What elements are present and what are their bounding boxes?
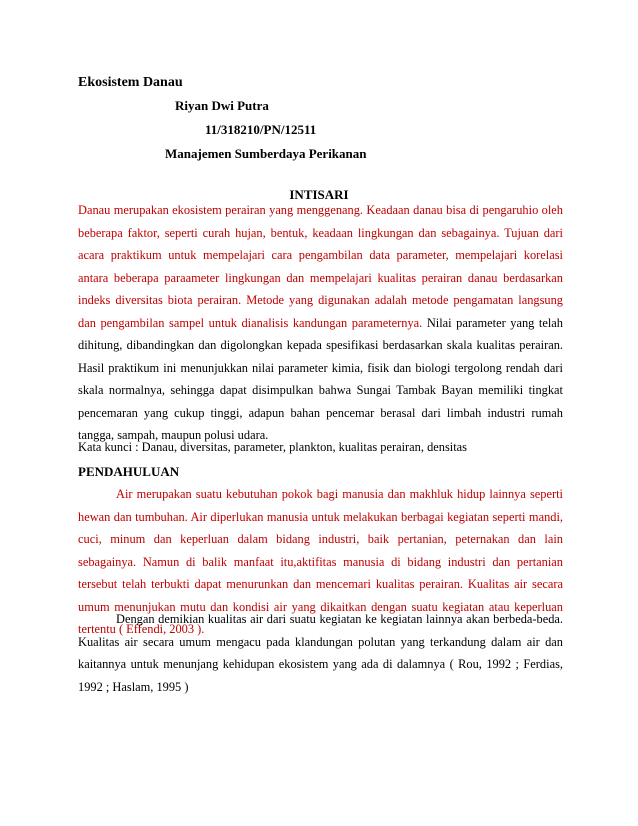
author-name: Riyan Dwi Putra	[175, 98, 269, 113]
abstract-heading: INTISARI	[289, 187, 349, 202]
department-name: Manajemen Sumberdaya Perikanan	[165, 146, 367, 161]
document-title: Ekosistem Danau	[78, 75, 183, 90]
abstract-black-text: Nilai parameter yang telah dihitung, dibandingkan dan digolongkan kepada spesifikasi berdasarkan skala kualitas perairan. Hasil praktikum ini menunjukkan nilai parameter kimia, fisik dan biologi tergolong rendah dari skala normalnya, sehingga dapat disimpulkan bahwa Sungai Tambak Bayan memiliki tingkat pencemaran yang cukup tinggi, adapun bahan pencemar berasal dari limbah industri rumah tangga, sampah, maupun polusi udara.	[78, 315, 564, 442]
section-heading: PENDAHULUAN	[78, 464, 180, 479]
intro-paragraph-1: Air merupakan suatu kebutuhan pokok bagi manusia dan makhluk hidup lainnya seperti hewan dan tumbuhan. Air diperlukan manusia untuk melakukan berbagai kegiatan seperti mandi, cuci, minum dan keperluan dalam bidang industri, baik pertanian, peternakan dan lain sebagainya. Namun di balik manfaat itu,aktifitas manusia di bidang industri dan pertanian tersebut telah terbukti dapat menurunkan dan mencemari kualitas perairan. Kualitas air secara umum menunjukan mutu dan kondisi air yang dikaitkan dengan suatu kegiatan atau keperluan tertentu ( Effendi, 2003 ).	[78, 487, 563, 636]
intro-paragraph-2: Dengan demikian kualitas air dari suatu kegiatan ke kegiatan lainnya akan berbeda-beda. Kualitas air secara umum mengacu pada klandungan polutan yang terkandung dalam air dan kaitannya untuk menunjang kehidupan ekosistem yang ada di dalamnya ( Rou, 1992 ; Ferdias, 1992 ; Haslam, 1995 )	[78, 612, 563, 694]
keywords-line: Kata kunci : Danau, diversitas, parameter, plankton, kualitas perairan, densitas	[78, 440, 467, 454]
student-id: 11/318210/PN/12511	[205, 122, 317, 137]
abstract-paragraph	[78, 199, 563, 447]
abstract-red-text: Danau merupakan ekosistem perairan yang menggenang. Keadaan danau bisa di pengaruhio oleh beberapa faktor, seperti curah hujan, bentuk, keadaan lingkungan dan sebagainya. Tujuan dari acara praktikum untuk mempelajari cara pengambilan data parameter, mempelajari korelasi antara beberapa paraameter lingkungan dan mempelajari kualitas perairan danau berdasarkan indeks diversitas biota perairan. Metode yang digunakan adalah metode pengamatan langsung dan pengambilan sampel untuk dianalisis kandungan parameternya.	[78, 203, 563, 330]
